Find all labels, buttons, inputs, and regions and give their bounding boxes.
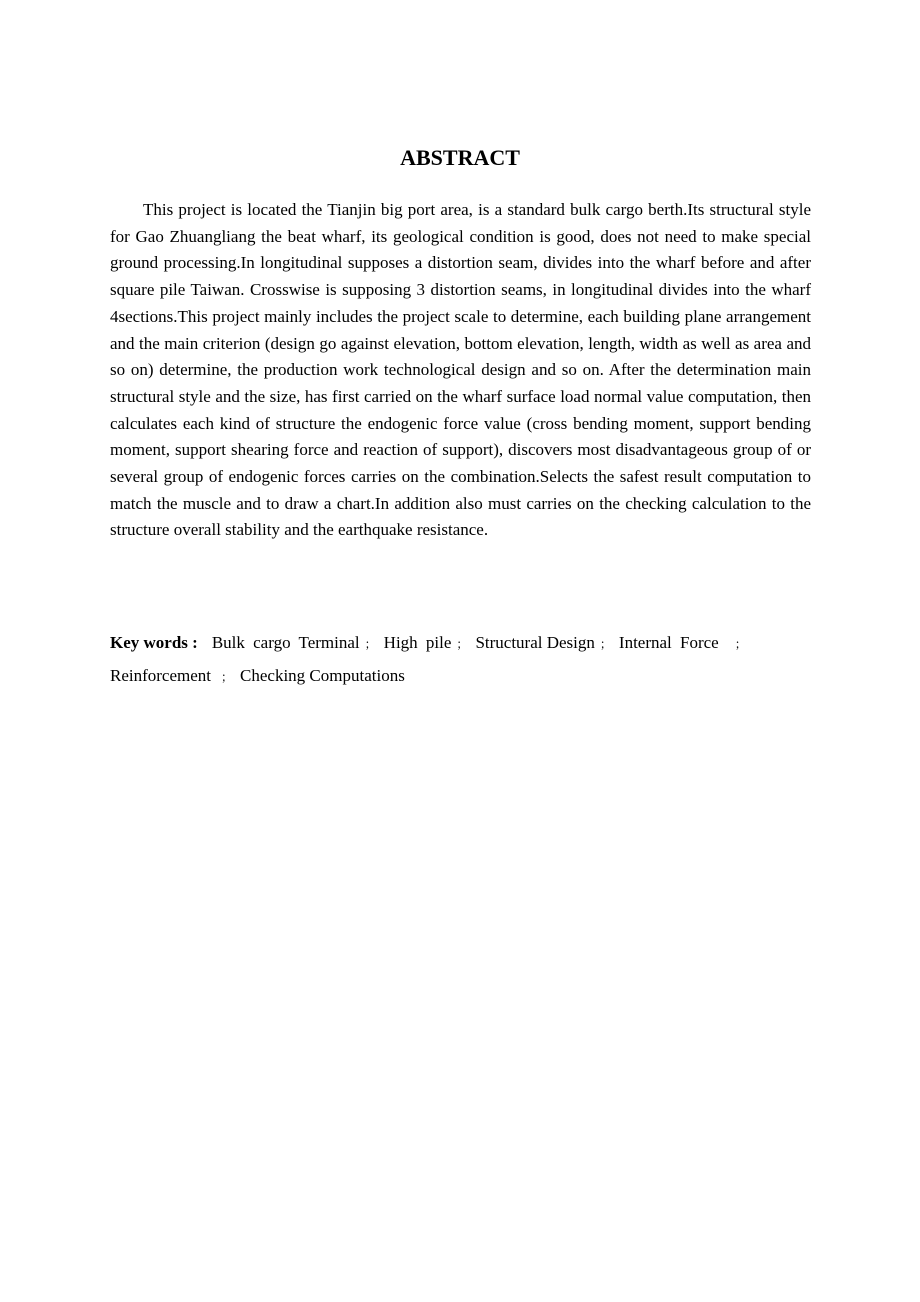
keywords-label: Key words : bbox=[110, 633, 198, 652]
abstract-title: ABSTRACT bbox=[400, 145, 520, 170]
keyword-item: Bulk cargo Terminal bbox=[211, 633, 360, 652]
keyword-separator: ； bbox=[456, 637, 469, 651]
keyword-item: Checking Computations bbox=[240, 666, 405, 685]
keyword-item: High pile bbox=[383, 633, 452, 652]
keyword-separator: ； bbox=[221, 670, 234, 684]
keyword-separator: ； bbox=[734, 637, 747, 651]
abstract-paragraph: This project is located the Tianjin big port area, is a standard bulk cargo berth.Its structural style for Gao Zhuangliang the beat wharf, its geological condition is good, does not need to make special ground processing.In longitudinal supposes a distortion seam, divides into the wharf before and after square pile Taiwan. Crosswise is supposing 3 distortion seams, in longitudinal divides into the wharf 4sections.This project mainly includes the project scale to determine, each building plane arrangement and the main criterion (design go against elevation, bottom elevation, length, width as well as area and so on) determine, the production work technological design and so on. After the determination main structural style and the size, has first carried on the wharf surface load normal value computation, then calculates each kind of structure the endogenic force value (cross bending moment, support bending moment, support shearing force and reaction of support), discovers most disadvantageous group of or several group of endogenic forces carries on the combination.Selects the safest result computation to match the muscle and to draw a chart.In addition also must carries on the checking calculation to the structure overall stability and the earthquake resistance. bbox=[110, 200, 811, 540]
keywords-line bbox=[110, 627, 820, 693]
keyword-item: Structural Design bbox=[475, 633, 595, 652]
keyword-item: Internal Force bbox=[618, 633, 719, 652]
keyword-separator: ； bbox=[364, 637, 377, 651]
keyword-item: Reinforcement bbox=[110, 666, 212, 685]
keyword-separator: ； bbox=[599, 637, 612, 651]
